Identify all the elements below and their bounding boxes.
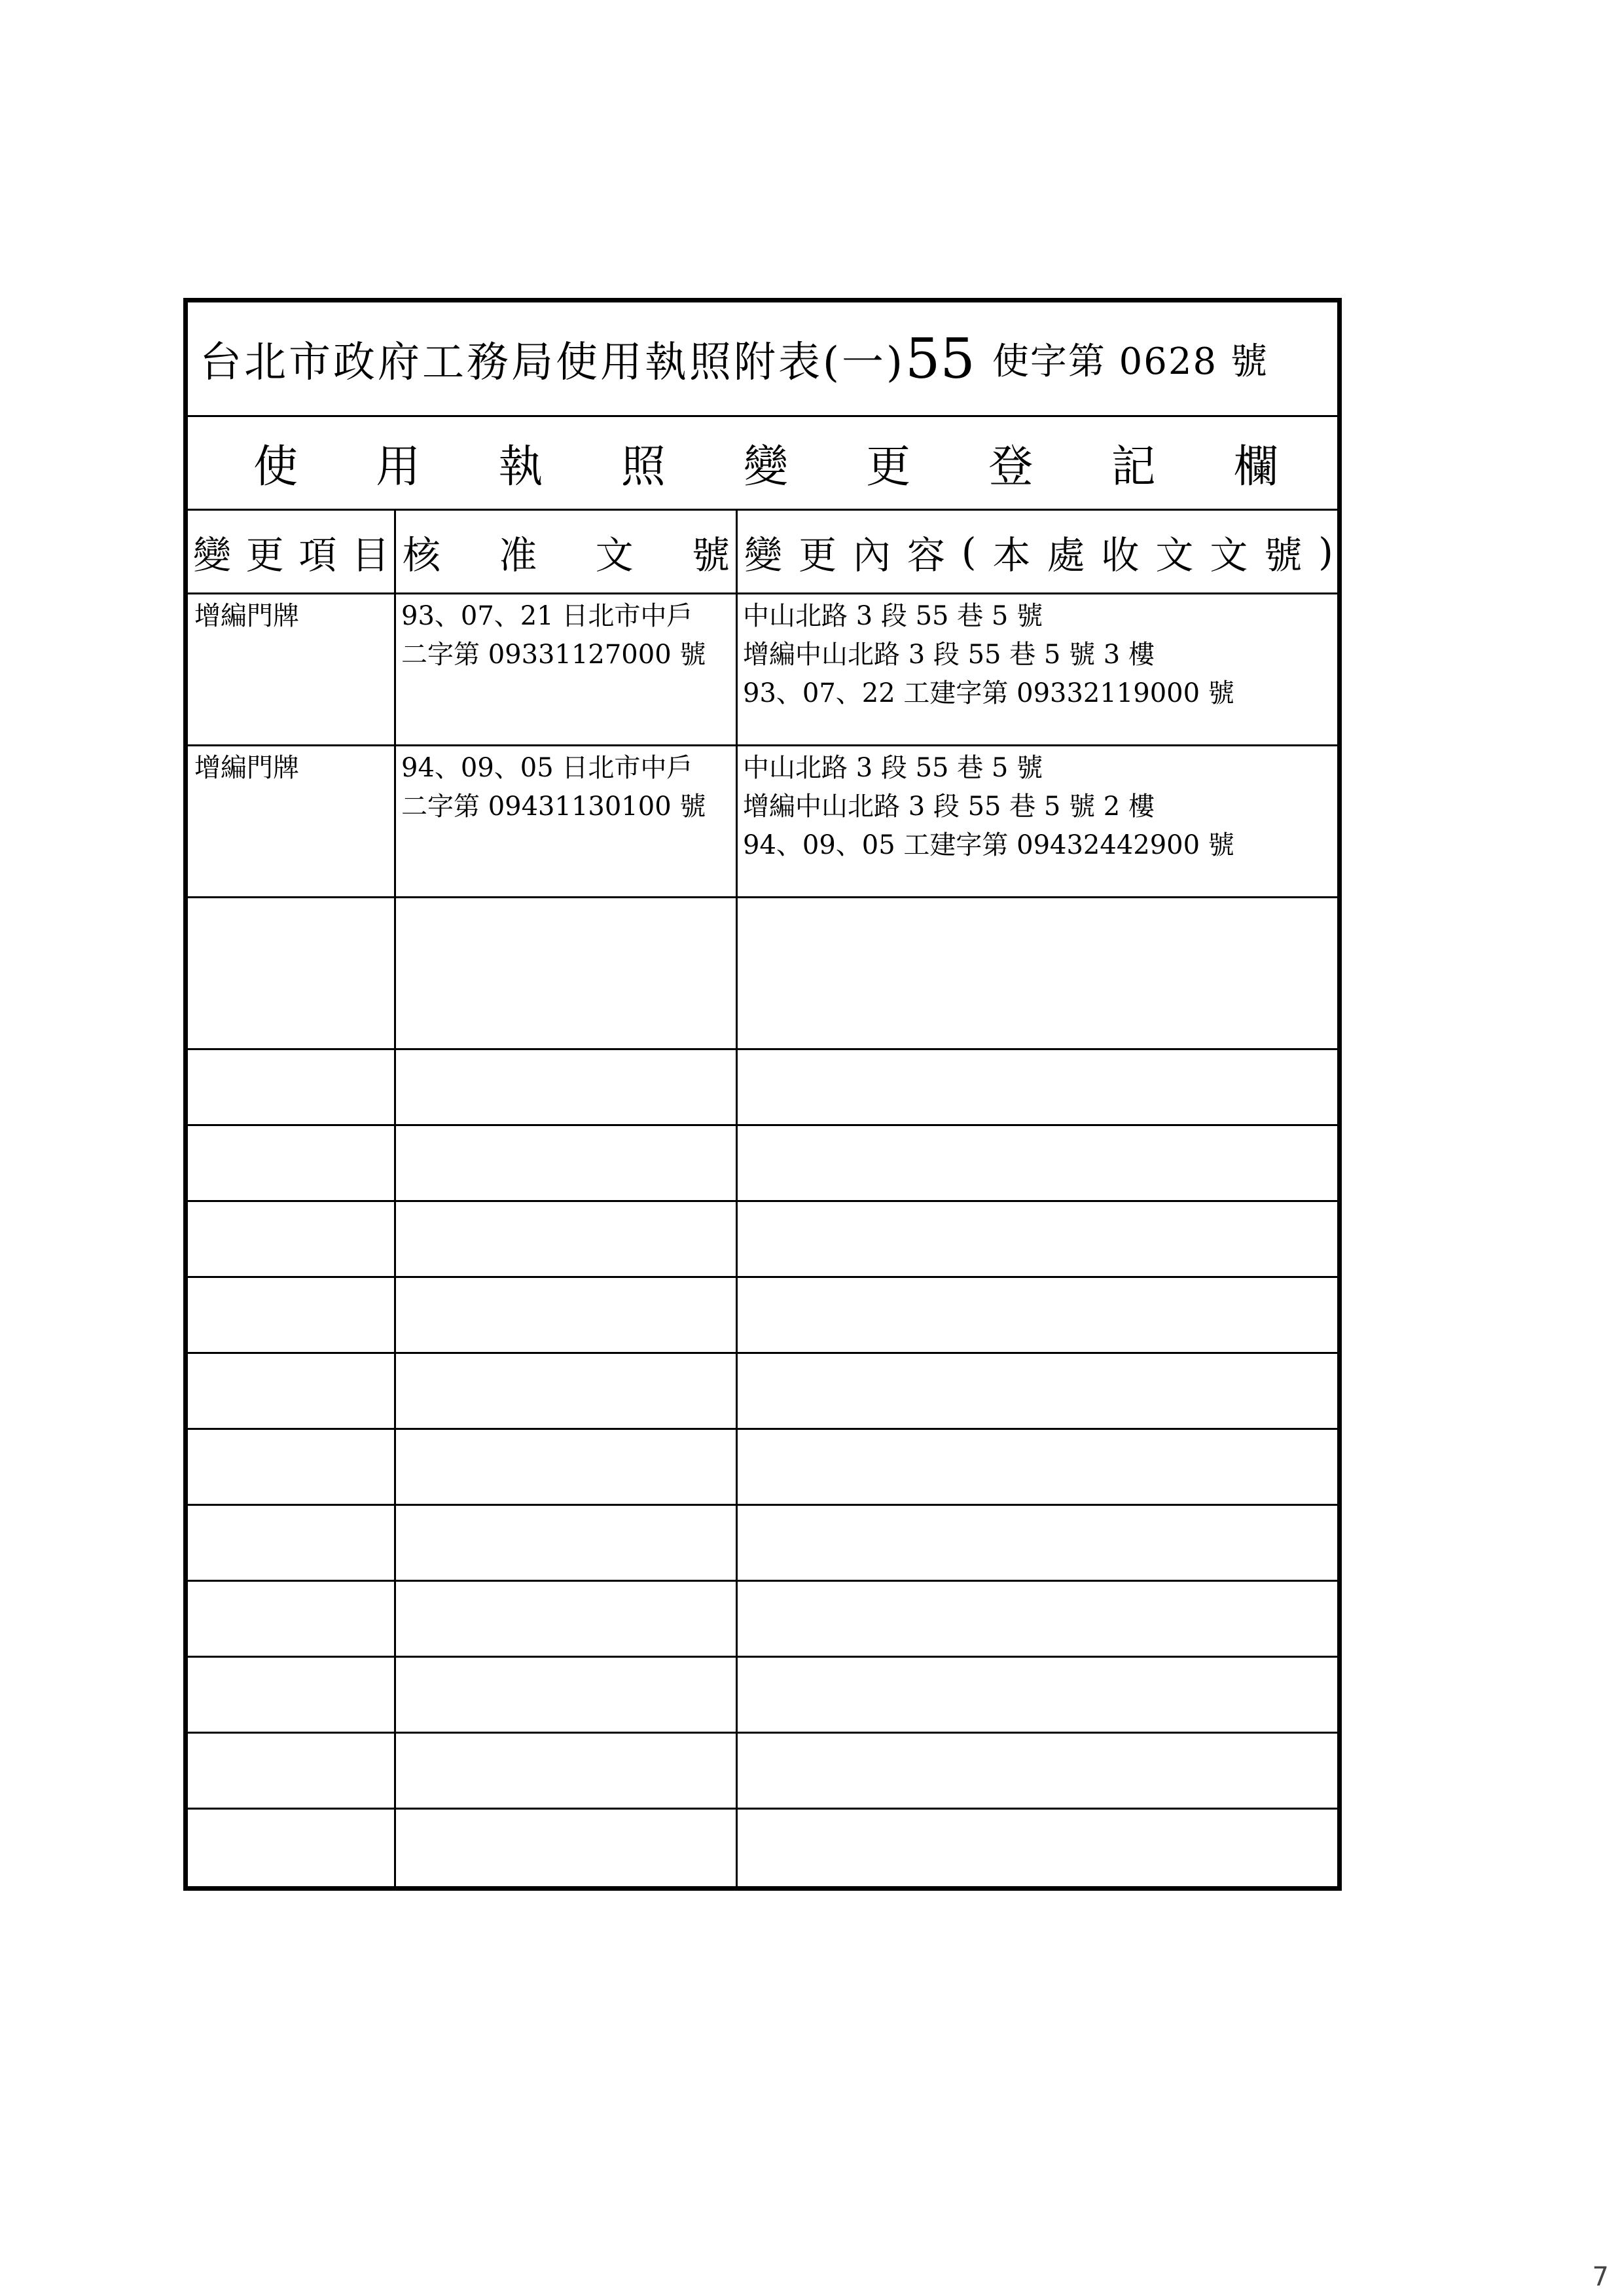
- section-char: 欄: [1233, 441, 1278, 493]
- header-char: 變: [744, 532, 783, 577]
- row-item: 增編門牌: [194, 601, 299, 631]
- header-char: 項: [298, 532, 337, 577]
- header-char: 收: [1101, 532, 1140, 577]
- approval-line: 二字第 09331127000 號: [401, 640, 706, 670]
- header-change-item: [193, 511, 389, 592]
- table-row: [188, 1202, 1337, 1278]
- row-content: [743, 749, 1234, 865]
- content-line: 93、07、22 工建字第 09332119000 號: [743, 678, 1234, 708]
- table-row: [188, 1278, 1337, 1354]
- change-table: [188, 511, 1337, 1886]
- row-content: [743, 597, 1234, 713]
- content-line: 94、09、05 工建字第 09432442900 號: [743, 830, 1234, 860]
- header-char: 更: [798, 532, 836, 577]
- header-char: 核: [403, 532, 441, 577]
- section-char: 登: [988, 441, 1034, 493]
- title-reference: 使字第 0628 號: [992, 340, 1268, 383]
- table-row: [188, 594, 1337, 746]
- title-number: 55: [905, 327, 975, 391]
- header-char: 文: [1155, 532, 1194, 577]
- form-title: [188, 302, 1337, 417]
- header-char: ): [1318, 529, 1333, 574]
- section-char: 更: [866, 441, 911, 493]
- header-char: 本: [992, 532, 1031, 577]
- header-approval-number: [403, 511, 730, 592]
- content-line: 中山北路 3 段 55 巷 5 號: [743, 601, 1043, 631]
- row-approval: [401, 749, 706, 826]
- section-heading: [188, 417, 1337, 511]
- header-char: 號: [1264, 532, 1303, 577]
- header-char: 文: [1210, 532, 1248, 577]
- table-row: [188, 1126, 1337, 1202]
- header-char: 更: [245, 532, 284, 577]
- section-char: 變: [743, 441, 788, 493]
- approval-line: 93、07、21 日北市中戶: [401, 601, 693, 631]
- table-row: [188, 1050, 1337, 1126]
- header-char: 內: [852, 532, 891, 577]
- header-char: 准: [499, 532, 537, 577]
- approval-line: 二字第 09431130100 號: [401, 792, 706, 822]
- section-char: 用: [376, 441, 421, 493]
- content-line: 中山北路 3 段 55 巷 5 號: [743, 753, 1043, 783]
- section-char: 執: [498, 441, 543, 493]
- section-char: 使: [253, 441, 298, 493]
- row-approval: [401, 597, 706, 674]
- header-char: 文: [595, 532, 634, 577]
- table-row: [188, 1506, 1337, 1582]
- table-row: [188, 898, 1337, 1050]
- table-header: [188, 511, 1337, 594]
- table-row: [188, 1582, 1337, 1658]
- table-row: [188, 1354, 1337, 1430]
- license-change-form: [183, 298, 1342, 1891]
- table-row: [188, 1658, 1337, 1734]
- page-corner-mark: 7: [1592, 2262, 1609, 2292]
- section-char: 照: [620, 441, 666, 493]
- content-line: 增編中山北路 3 段 55 巷 5 號 2 樓: [743, 792, 1155, 822]
- header-char: 處: [1047, 532, 1085, 577]
- table-row: [188, 746, 1337, 898]
- table-row: [188, 1430, 1337, 1506]
- content-line: 增編中山北路 3 段 55 巷 5 號 3 樓: [743, 640, 1155, 670]
- row-item: 增編門牌: [194, 753, 299, 783]
- header-char: 目: [351, 532, 389, 577]
- approval-line: 94、09、05 日北市中戶: [401, 753, 693, 783]
- header-char: 變: [193, 532, 232, 577]
- header-char: (: [961, 529, 977, 574]
- section-char: 記: [1111, 441, 1156, 493]
- header-char: 容: [907, 532, 945, 577]
- header-change-content: [744, 511, 1333, 592]
- table-row: [188, 1734, 1337, 1810]
- header-char: 號: [691, 532, 730, 577]
- table-row: [188, 1810, 1337, 1886]
- title-main: 台北市政府工務局使用執照附表(一): [200, 338, 905, 387]
